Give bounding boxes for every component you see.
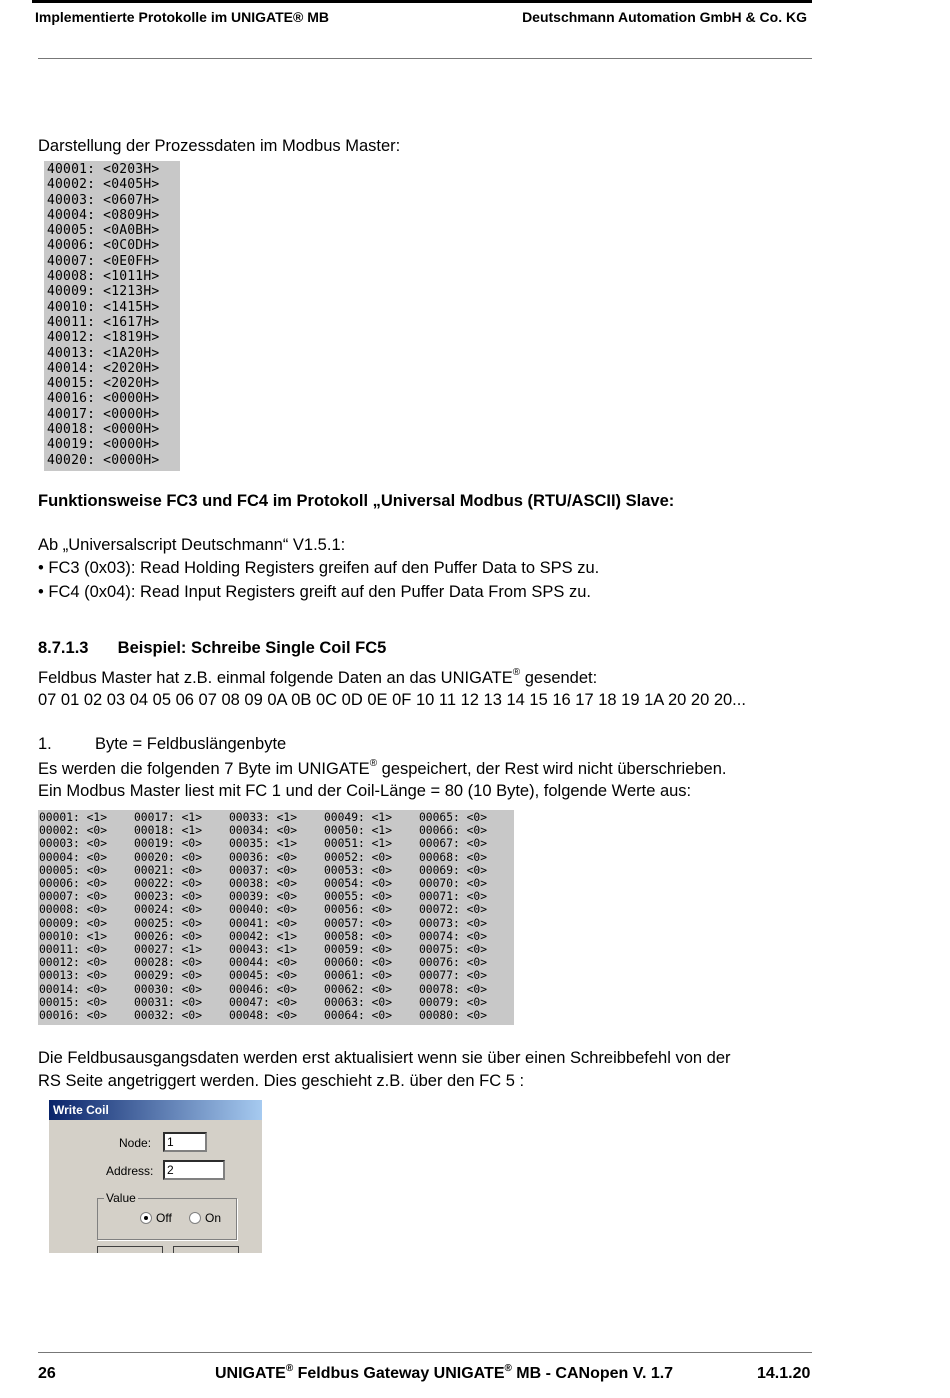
footer-title: [215, 1365, 673, 1383]
coil-row: 00004: <0>: [39, 850, 108, 864]
coil-column: [324, 811, 419, 1025]
section-title: Beispiel: Schreibe Single Coil FC5: [117, 639, 387, 657]
coil-row: 00079: <0>: [419, 995, 488, 1009]
register-row: 40011: <1617H>: [47, 314, 160, 330]
header-rule-top: [32, 0, 812, 3]
registered-mark: ®: [285, 1363, 294, 1374]
coil-row: 00011: <0>: [39, 943, 108, 957]
fieldbus-line-1-b: gesendet:: [520, 669, 598, 687]
coil-row: 00057: <0>: [324, 916, 393, 930]
coil-row: 00043: <1>: [229, 943, 298, 957]
coil-row: 00010: <1>: [39, 929, 108, 943]
coil-row: 00013: <0>: [39, 969, 108, 983]
coil-row: 00042: <1>: [229, 929, 298, 943]
fieldbus-line-2: 07 01 02 03 04 05 06 07 08 09 0A 0B 0C 0D 0E 0F 10 11 12 13 14 15 16 17 18 19 1A 20 20 20...: [38, 691, 746, 709]
register-row: 40019: <0000H>: [47, 437, 160, 453]
coil-row: 00064: <0>: [324, 1009, 393, 1023]
value-group-label: Value: [106, 1191, 136, 1205]
registered-mark: ®: [512, 667, 521, 678]
master-reads-line: Ein Modbus Master liest mit FC 1 und der Coil-Länge = 80 (10 Byte), folgende Werte aus:: [38, 782, 692, 800]
register-row: 40010: <1415H>: [47, 299, 160, 315]
register-row: 40009: <1213H>: [47, 284, 160, 300]
coil-row: 00008: <0>: [39, 903, 108, 917]
output-line-1: Die Feldbusausgangsdaten werden erst aktualisiert wenn sie über einen Schreibbefehl von der: [38, 1049, 731, 1067]
value-group: [97, 1191, 237, 1240]
coil-row: 00075: <0>: [419, 943, 488, 957]
coil-row: 00001: <1>: [39, 811, 108, 824]
register-listing: [44, 161, 180, 471]
coil-row: 00078: <0>: [419, 982, 488, 996]
coil-row: 00031: <0>: [134, 995, 203, 1009]
fieldbus-line-1-a: Feldbus Master hat z.B. einmal folgende Daten an das UNIGATE: [38, 669, 513, 687]
stored-line-b: gespeichert, der Rest wird nicht überschrieben.: [377, 760, 727, 778]
coil-row: 00014: <0>: [39, 982, 108, 996]
coil-row: 00020: <0>: [134, 850, 203, 864]
coil-row: 00061: <0>: [324, 969, 393, 983]
coil-row: 00074: <0>: [419, 929, 488, 943]
coil-row: 00070: <0>: [419, 877, 488, 891]
coil-row: 00063: <0>: [324, 995, 393, 1009]
coil-row: 00038: <0>: [229, 877, 298, 891]
page-number: 26: [38, 1365, 56, 1382]
register-row: 40018: <0000H>: [47, 422, 160, 438]
coil-row: 00030: <0>: [134, 982, 203, 996]
func-line-1: Ab „Universalscript Deutschmann“ V1.5.1:: [38, 536, 346, 554]
output-line-2: RS Seite angetriggert werden. Dies geschieht z.B. über den FC 5 :: [38, 1072, 525, 1090]
coil-row: 00037: <0>: [229, 863, 298, 877]
stored-line-a: Es werden die folgenden 7 Byte im UNIGATE: [38, 760, 370, 778]
func-line-3: • FC4 (0x04): Read Input Registers greift auf den Puffer Data From SPS zu.: [38, 583, 591, 601]
func-line-2: • FC3 (0x03): Read Holding Registers greifen auf den Puffer Data to SPS zu.: [38, 559, 600, 577]
coil-row: 00015: <0>: [39, 995, 108, 1009]
coil-row: 00059: <0>: [324, 943, 393, 957]
byte-number: 1.: [38, 735, 52, 753]
coil-row: 00017: <1>: [134, 811, 203, 824]
footer-title-b: Feldbus Gateway UNIGATE: [293, 1365, 505, 1382]
register-row: 40017: <0000H>: [47, 406, 160, 422]
section-heading: [38, 639, 386, 658]
register-row: 40020: <0000H>: [47, 452, 160, 468]
coil-row: 00062: <0>: [324, 982, 393, 996]
register-row: 40015: <2020H>: [47, 376, 160, 392]
coil-row: 00053: <0>: [324, 863, 393, 877]
dialog-button-left[interactable]: [97, 1246, 163, 1253]
register-row: 40006: <0C0DH>: [47, 238, 160, 254]
registered-mark: ®: [369, 758, 378, 769]
register-row: 40013: <1A20H>: [47, 345, 160, 361]
coil-row: 00027: <1>: [134, 943, 203, 957]
coil-row: 00002: <0>: [39, 824, 108, 838]
coil-row: 00048: <0>: [229, 1009, 298, 1023]
register-row: 40007: <0E0FH>: [47, 253, 160, 269]
register-row: 40016: <0000H>: [47, 391, 160, 407]
coil-row: 00049: <1>: [324, 811, 393, 824]
coil-row: 00058: <0>: [324, 929, 393, 943]
coil-row: 00065: <0>: [419, 811, 488, 824]
coil-row: 00033: <1>: [229, 811, 298, 824]
coil-row: 00054: <0>: [324, 877, 393, 891]
coil-row: 00076: <0>: [419, 956, 488, 970]
coil-row: 00007: <0>: [39, 890, 108, 904]
coil-row: 00066: <0>: [419, 824, 488, 838]
register-row: 40004: <0809H>: [47, 207, 160, 223]
off-label: Off: [156, 1211, 172, 1225]
coil-row: 00044: <0>: [229, 956, 298, 970]
coil-row: 00036: <0>: [229, 850, 298, 864]
dialog-title: Write Coil: [49, 1100, 262, 1120]
coil-row: 00028: <0>: [134, 956, 203, 970]
coil-row: 00047: <0>: [229, 995, 298, 1009]
register-row: 40014: <2020H>: [47, 360, 160, 376]
node-label: Node:: [119, 1136, 152, 1150]
coil-row: 00012: <0>: [39, 956, 108, 970]
coil-row: 00080: <0>: [419, 1009, 488, 1023]
coil-column: [39, 811, 134, 1025]
coil-column: [229, 811, 324, 1025]
footer-rule: [38, 1352, 812, 1353]
coil-row: 00003: <0>: [39, 837, 108, 851]
coil-row: 00072: <0>: [419, 903, 488, 917]
coil-row: 00060: <0>: [324, 956, 393, 970]
coil-row: 00050: <1>: [324, 824, 393, 838]
coil-row: 00039: <0>: [229, 890, 298, 904]
coil-row: 00068: <0>: [419, 850, 488, 864]
register-row: 40008: <1011H>: [47, 269, 160, 285]
coil-row: 00052: <0>: [324, 850, 393, 864]
coil-row: 00005: <0>: [39, 863, 108, 877]
coil-row: 00051: <1>: [324, 837, 393, 851]
header-rule: [38, 58, 812, 59]
section-number: 8.7.1.3: [38, 639, 89, 657]
header-left: Implementierte Protokolle im UNIGATE® MB: [35, 9, 329, 25]
coil-row: 00006: <0>: [39, 877, 108, 891]
coil-row: 00077: <0>: [419, 969, 488, 983]
coil-listing: [38, 810, 514, 1025]
registered-mark: ®: [504, 1363, 512, 1374]
coil-row: 00026: <0>: [134, 929, 203, 943]
register-row: 40001: <0203H>: [47, 162, 160, 177]
coil-row: 00024: <0>: [134, 903, 203, 917]
write-coil-dialog: [48, 1100, 262, 1253]
register-row: 40005: <0A0BH>: [47, 223, 160, 239]
coil-row: 00071: <0>: [419, 890, 488, 904]
func-heading: Funktionsweise FC3 und FC4 im Protokoll „Universal Modbus (RTU/ASCII) Slave:: [38, 492, 675, 510]
coil-row: 00055: <0>: [324, 890, 393, 904]
coil-row: 00040: <0>: [229, 903, 298, 917]
register-row: 40012: <1819H>: [47, 330, 160, 346]
coil-column: [134, 811, 229, 1025]
coil-row: 00016: <0>: [39, 1009, 108, 1023]
coil-row: 00045: <0>: [229, 969, 298, 983]
address-label: Address:: [106, 1164, 154, 1178]
coil-row: 00025: <0>: [134, 916, 203, 930]
coil-row: 00034: <0>: [229, 824, 298, 838]
coil-row: 00023: <0>: [134, 890, 203, 904]
coil-row: 00021: <0>: [134, 863, 203, 877]
address-input[interactable]: 2: [163, 1160, 225, 1180]
off-radio[interactable]: [140, 1212, 152, 1224]
footer-title-c: MB - CANopen V. 1.7: [511, 1365, 674, 1382]
register-row: 40003: <0607H>: [47, 192, 160, 208]
coil-row: 00041: <0>: [229, 916, 298, 930]
register-row: 40002: <0405H>: [47, 177, 160, 193]
coil-row: 00046: <0>: [229, 982, 298, 996]
coil-row: 00035: <1>: [229, 837, 298, 851]
coil-row: 00069: <0>: [419, 863, 488, 877]
on-radio[interactable]: [189, 1212, 201, 1224]
byte-text: Byte = Feldbuslängenbyte: [94, 735, 287, 753]
coil-row: 00073: <0>: [419, 916, 488, 930]
coil-row: 00056: <0>: [324, 903, 393, 917]
fieldbus-line-1: [38, 669, 597, 688]
coil-row: 00018: <1>: [134, 824, 203, 838]
on-label: On: [205, 1211, 222, 1225]
coil-row: 00032: <0>: [134, 1009, 203, 1023]
coil-column: [419, 811, 514, 1025]
coil-row: 00029: <0>: [134, 969, 203, 983]
coil-row: 00022: <0>: [134, 877, 203, 891]
intro-text: Darstellung der Prozessdaten im Modbus Master:: [38, 137, 401, 155]
coil-row: 00019: <0>: [134, 837, 203, 851]
coil-row: 00067: <0>: [419, 837, 488, 851]
byte-line: [38, 735, 286, 754]
dialog-button-right[interactable]: [173, 1246, 239, 1253]
coil-row: 00009: <0>: [39, 916, 108, 930]
stored-line: [38, 760, 727, 779]
header-right: Deutschmann Automation GmbH & Co. KG: [522, 9, 807, 25]
footer-date: 14.1.20: [757, 1365, 811, 1382]
footer-title-a: UNIGATE: [215, 1365, 286, 1382]
node-input[interactable]: 1: [163, 1132, 207, 1152]
radio-selected-dot: [144, 1216, 148, 1220]
